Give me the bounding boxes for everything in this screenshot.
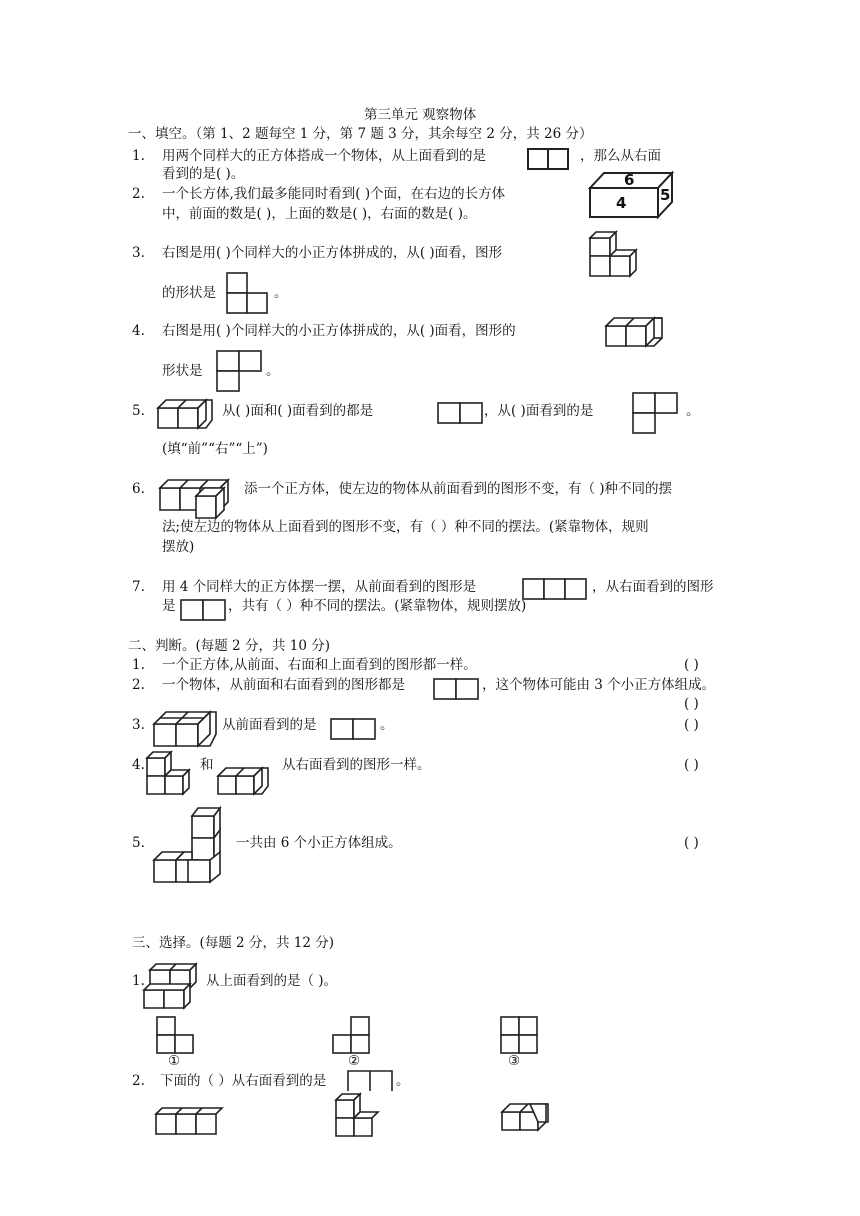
- c2-view-figure: [347, 1070, 393, 1092]
- j3-number: 3.: [132, 717, 145, 733]
- cuboid-front-number: 4: [616, 194, 627, 212]
- j3-answer-paren[interactable]: ( ): [684, 717, 699, 733]
- c1-option-3-figure[interactable]: [500, 1016, 540, 1056]
- j4-number: 4.: [132, 757, 145, 773]
- q4-view-figure: [216, 350, 262, 394]
- c2-option-1-figure[interactable]: [154, 1104, 220, 1136]
- q5-text-b: ，从( )面看到的是: [484, 403, 594, 419]
- j4-cubes-figure-b: [216, 764, 270, 796]
- q5-view-figure-1: [437, 402, 483, 424]
- j1-text: 一个正方体,从前面、右面和上面看到的图形都一样。: [162, 657, 477, 673]
- j5-answer-paren[interactable]: ( ): [684, 835, 699, 851]
- q3-view-figure: [226, 272, 270, 316]
- q6-text-a: 添一个正方体，使左边的物体从前面看到的图形不变，有（ )种不同的摆: [244, 481, 673, 497]
- q5-view-figure-2: [632, 392, 678, 436]
- section-2-heading: 二、判断。(每题 2 分，共 10 分): [128, 638, 330, 654]
- q1-text-c: 看到的是( )。: [162, 166, 245, 182]
- q7-text-a: 用 4 个同样大的正方体摆一摆，从前面看到的图形是: [162, 579, 477, 595]
- c1-option-3-label[interactable]: ③: [508, 1053, 521, 1069]
- j5-text: 一共由 6 个小正方体组成。: [236, 835, 402, 851]
- q1-text-a: 用两个同样大的正方体搭成一个物体，从上面看到的是: [162, 148, 486, 164]
- c1-cubes-figure: [142, 960, 198, 1012]
- q3-text-b: 的形状是: [162, 285, 216, 301]
- c2-text-b: 。: [396, 1073, 410, 1089]
- j3-text-b: 。: [380, 717, 394, 733]
- c2-option-2-figure[interactable]: [334, 1092, 382, 1138]
- q5-text-c: 。: [686, 403, 700, 419]
- j4-answer-paren[interactable]: ( ): [684, 757, 699, 773]
- section-1-heading: 一、填空。（第 1、2 题每空 1 分，第 7 题 3 分，其余每空 2 分，共 26 分）: [128, 126, 593, 142]
- q4-text-a: 右图是用( )个同样大的小正方体拼成的，从( )面看，图形的: [162, 323, 516, 339]
- q4-text-b: 形状是: [162, 363, 203, 379]
- q3-text-c: 。: [274, 285, 288, 301]
- j3-view-figure: [330, 718, 376, 740]
- j4-text-b: 从右面看到的图形一样。: [282, 757, 431, 773]
- q7-right-view-figure: [180, 599, 226, 621]
- q4-cubes-figure: [604, 314, 668, 350]
- two-squares-figure: [527, 148, 571, 170]
- q4-number: 4.: [132, 323, 145, 339]
- q6-text-b: 法;使左边的物体从上面看到的图形不变，有（ ）种不同的摆法。(紧靠物体，规则: [162, 519, 649, 535]
- j3-cubes-figure: [152, 708, 218, 748]
- cuboid-figure: [588, 170, 672, 220]
- q7-front-view-figure: [522, 578, 588, 600]
- q1-number: 1.: [132, 148, 145, 164]
- c1-option-1-figure[interactable]: [156, 1016, 196, 1056]
- q5-text-a: 从( )面和( )面看到的都是: [222, 403, 374, 419]
- q7-text-b: ，从右面看到的图形: [592, 579, 714, 595]
- q6-text-c: 摆放): [162, 539, 195, 555]
- q2-text-b: 中，前面的数是( )，上面的数是( )，右面的数是( )。: [162, 206, 477, 222]
- q6-cubes-figure: [158, 478, 240, 520]
- q4-text-c: 。: [266, 363, 280, 379]
- c1-option-2-label[interactable]: ②: [348, 1053, 361, 1069]
- c2-option-3-figure[interactable]: [500, 1100, 552, 1134]
- j2-number: 2.: [132, 677, 145, 693]
- cuboid-top-number: 6: [624, 171, 635, 189]
- j2-answer-paren[interactable]: ( ): [684, 696, 699, 712]
- j1-number: 1.: [132, 657, 145, 673]
- j3-text-a: 从前面看到的是: [222, 717, 317, 733]
- j4-text-a: 和: [200, 757, 214, 773]
- q1-text-b: ，那么从右面: [580, 148, 661, 164]
- section-3-heading: 三、选择。(每题 2 分，共 12 分): [132, 935, 334, 951]
- c1-number: 1.: [132, 973, 145, 989]
- j2-text-b: ，这个物体可能由 3 个小正方体组成。: [482, 677, 716, 693]
- c1-option-1-label[interactable]: ①: [168, 1053, 181, 1069]
- q5-text-d: (填“前”“右”“上”): [162, 441, 268, 457]
- j5-cubes-figure: [152, 806, 230, 886]
- q5-number: 5.: [132, 403, 145, 419]
- c2-text-a: 下面的（ ）从右面看到的是: [160, 1073, 327, 1089]
- page-title: 第三单元 观察物体: [364, 107, 477, 123]
- c1-text: 从上面看到的是（ )。: [206, 973, 338, 989]
- q3-number: 3.: [132, 245, 145, 261]
- j2-text-a: 一个物体，从前面和右面看到的图形都是: [162, 677, 405, 693]
- c1-option-2-figure[interactable]: [332, 1016, 372, 1056]
- j5-number: 5.: [132, 835, 145, 851]
- q2-number: 2.: [132, 186, 145, 202]
- j1-answer-paren[interactable]: ( ): [684, 657, 699, 673]
- q3-text-a: 右图是用( )个同样大的小正方体拼成的，从( )面看，图形: [162, 245, 503, 261]
- q3-cubes-figure: [588, 228, 640, 280]
- q7-text-c: 是: [162, 598, 176, 614]
- q7-number: 7.: [132, 579, 145, 595]
- q7-text-d: ，共有（ ）种不同的摆法。(紧靠物体，规则摆放): [228, 598, 527, 614]
- q6-number: 6.: [132, 481, 145, 497]
- cuboid-right-number: 5: [660, 186, 671, 204]
- j2-view-figure: [433, 678, 479, 700]
- c2-number: 2.: [132, 1073, 145, 1089]
- j4-cubes-figure-a: [145, 750, 191, 796]
- q5-cubes-figure: [156, 398, 218, 432]
- q2-text-a: 一个长方体,我们最多能同时看到( )个面，在右边的长方体: [162, 186, 506, 202]
